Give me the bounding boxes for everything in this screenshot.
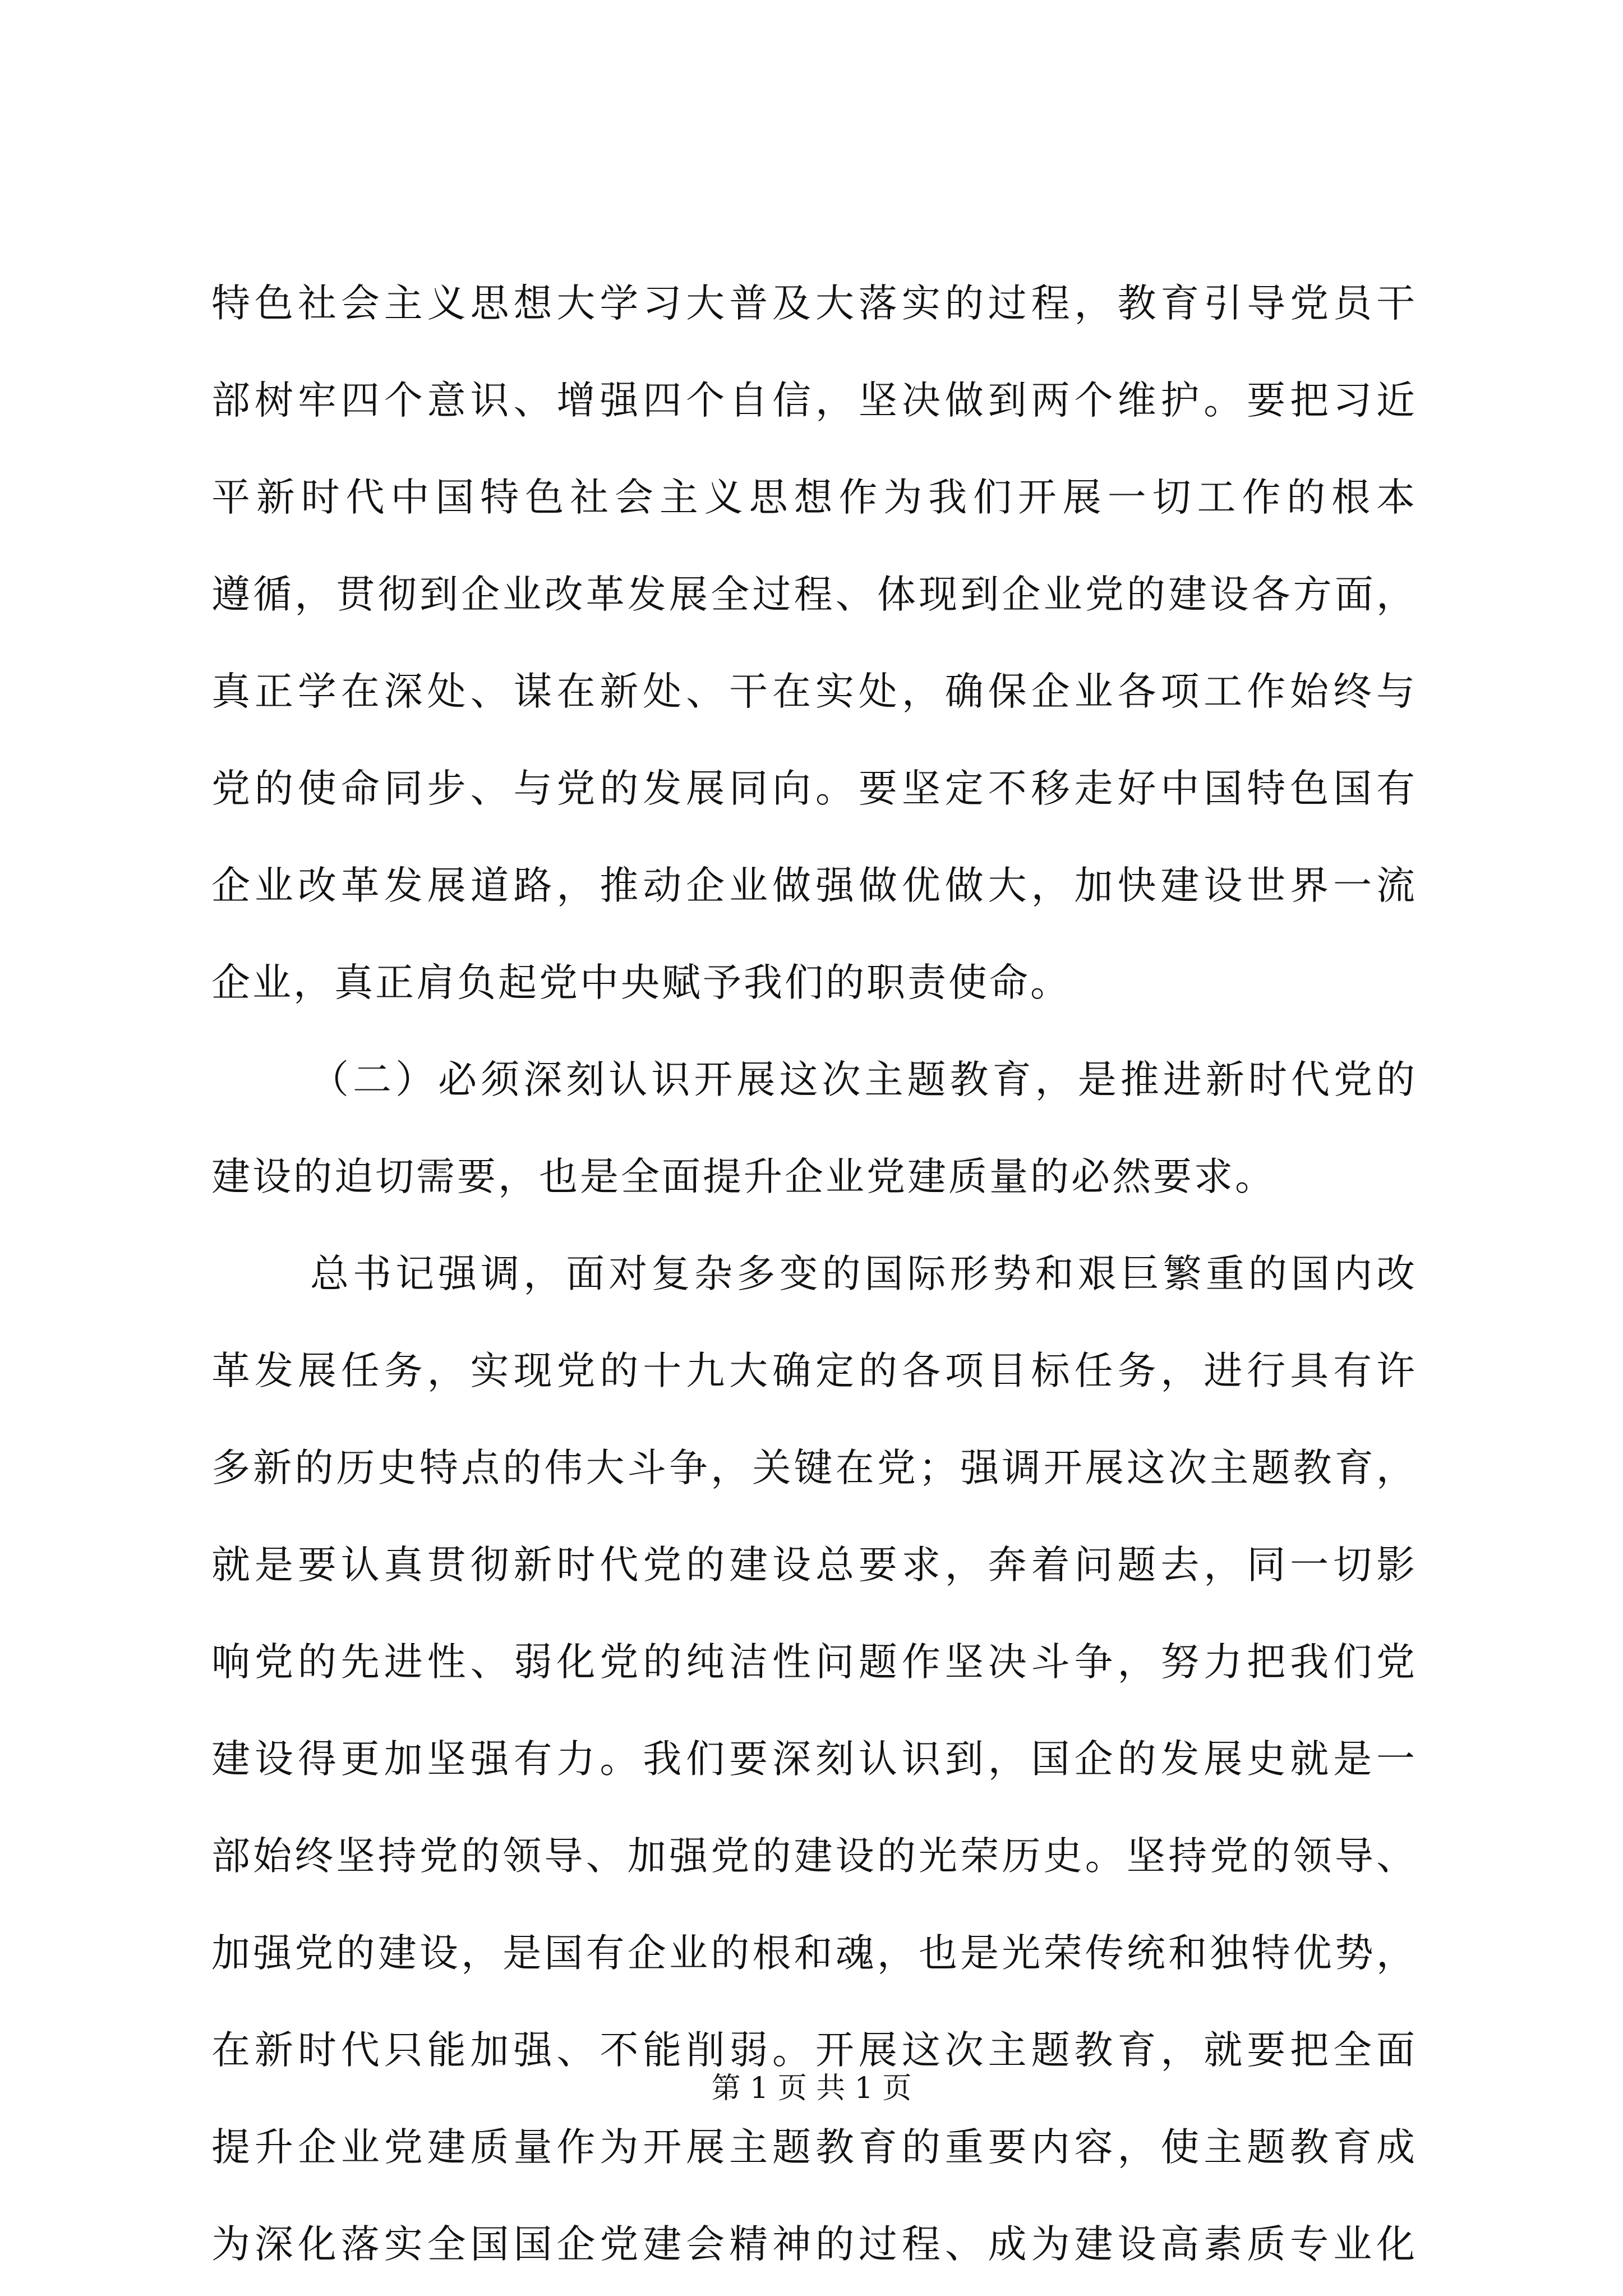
text-line: 建设得更加坚强有力。我们要深刻认识到，国企的发展史就是一: [211, 1737, 1417, 1782]
section-heading-line: （二）必须深刻认识开展这次主题教育，是推进新时代党的: [310, 1057, 1417, 1102]
section-heading-line: 建设的迫切需要，也是全面提升企业党建质量的必然要求。: [211, 1154, 1276, 1199]
text-line: 遵循，贯彻到企业改革发展全过程、体现到企业党的建设各方面，: [211, 572, 1417, 617]
text-line: 企业，真正肩负起党中央赋予我们的职责使命。: [211, 960, 1071, 1005]
text-line: 企业改革发展道路，推动企业做强做优做大，加快建设世界一流: [211, 863, 1417, 908]
text-line: 在新时代只能加强、不能削弱。开展这次主题教育，就要把全面: [211, 2028, 1417, 2073]
body-text: [211, 255, 1417, 2293]
page-number-footer: 第 1 页 共 1 页: [711, 2072, 912, 2105]
paragraph-start-line: 总书记强调，面对复杂多变的国际形势和艰巨繁重的国内改: [310, 1251, 1417, 1296]
text-line: 真正学在深处、谋在新处、干在实处，确保企业各项工作始终与: [211, 669, 1417, 714]
text-line: 为深化落实全国国企党建会精神的过程、成为建设高素质专业化: [211, 2222, 1417, 2267]
text-line: 平新时代中国特色社会主义思想作为我们开展一切工作的根本: [211, 475, 1417, 520]
text-line: 革发展任务，实现党的十九大确定的各项目标任务，进行具有许: [211, 1349, 1417, 1393]
text-line: 部始终坚持党的领导、加强党的建设的光荣历史。坚持党的领导、: [211, 1834, 1417, 1879]
text-line: 就是要认真贯彻新时代党的建设总要求，奔着问题去，同一切影: [211, 1543, 1417, 1588]
text-line: 加强党的建设，是国有企业的根和魂，也是光荣传统和独特优势，: [211, 1931, 1417, 1976]
text-line: 提升企业党建质量作为开展主题教育的重要内容，使主题教育成: [211, 2125, 1417, 2170]
text-line: 党的使命同步、与党的发展同向。要坚定不移走好中国特色国有: [211, 766, 1417, 811]
text-line: 响党的先进性、弱化党的纯洁性问题作坚决斗争，努力把我们党: [211, 1640, 1417, 1685]
text-line: 部树牢四个意识、增强四个自信，坚决做到两个维护。要把习近: [211, 378, 1417, 423]
text-line: 多新的历史特点的伟大斗争，关键在党；强调开展这次主题教育，: [211, 1446, 1417, 1490]
text-line: 特色社会主义思想大学习大普及大落实的过程，教育引导党员干: [211, 281, 1417, 326]
